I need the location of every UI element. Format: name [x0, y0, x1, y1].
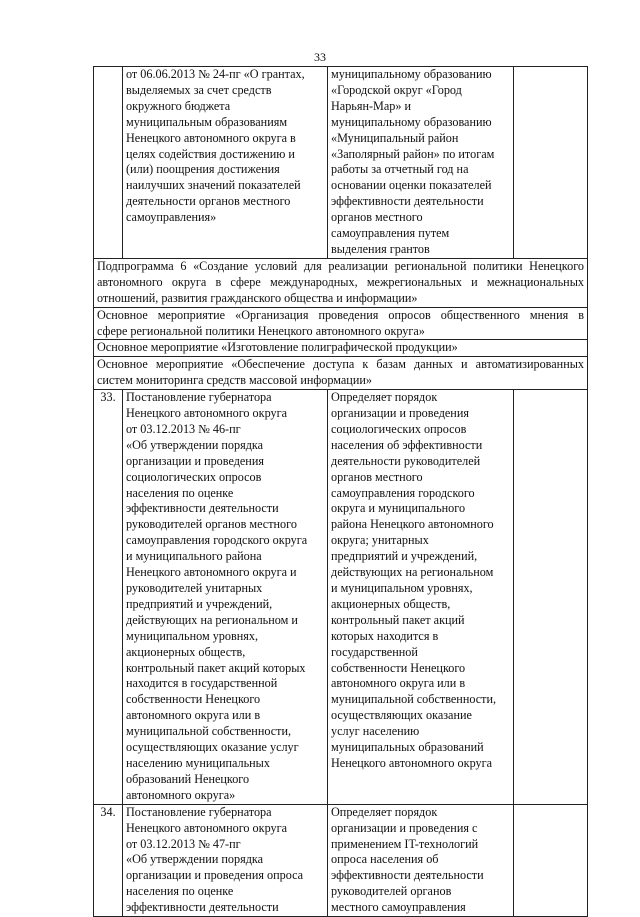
- section-heading-row: [94, 258, 588, 307]
- text-line: эффективности деятельности: [331, 868, 484, 883]
- text-line: Ненецкого автономного округа: [126, 820, 288, 835]
- text-line: (или) поощрения достижения: [126, 162, 280, 177]
- text-line: эффективности деятельности: [126, 501, 279, 516]
- text-line: от 03.12.2013 № 46-пг: [126, 421, 241, 436]
- text-line: осуществляющих оказание услуг: [126, 740, 299, 755]
- text-line: организации и проведения опроса: [126, 868, 304, 883]
- text-line: местного самоуправления: [331, 900, 466, 915]
- text-line: Постановление губернатора: [126, 804, 272, 819]
- text-line: действующих на региональном: [331, 565, 494, 580]
- section-heading-cell: [94, 340, 588, 357]
- act-name-cell: [123, 804, 328, 916]
- text-line: работы за отчетный год на: [331, 162, 469, 177]
- text-line: муниципальном уровнях,: [126, 628, 259, 643]
- section-heading-row: [94, 357, 588, 390]
- text-line: населения по оценке: [126, 884, 234, 899]
- text-line: Ненецкого автономного округа: [331, 755, 493, 770]
- text-line: организации и проведения: [331, 406, 469, 421]
- text-line: муниципальной собственности,: [331, 692, 497, 707]
- text-line: муниципальной собственности,: [126, 724, 292, 739]
- text-line: контрольный пакет акций которых: [126, 660, 306, 675]
- text-line: Подпрограмма 6 «Создание условий для реализации региональной политики Ненецкого: [97, 258, 584, 273]
- text-line: населения об эффективности: [331, 437, 483, 452]
- section-heading-row: [94, 340, 588, 357]
- row-number-cell: 34.: [94, 804, 123, 916]
- text-line: населения по оценке: [126, 485, 234, 500]
- text-line: Ненецкого автономного округа и: [126, 565, 297, 580]
- section-heading-cell: [94, 258, 588, 307]
- text-line: основании оценки показателей: [331, 178, 492, 193]
- text-line: предприятий и учреждений,: [126, 596, 273, 611]
- text-line: сфере региональной политики Ненецкого автономного округа»: [97, 323, 425, 338]
- notes-cell: [514, 390, 588, 805]
- act-description-cell: [328, 67, 514, 259]
- text-line: Основное мероприятие «Обеспечение доступа к базам данных и автоматизированных: [97, 357, 584, 372]
- text-line: предприятий и учреждений,: [331, 549, 478, 564]
- text-line: самоуправления городского: [331, 485, 475, 500]
- text-line: самоуправления»: [126, 210, 217, 225]
- text-line: руководителей органов местного: [126, 517, 297, 532]
- text-line: автономного округа»: [126, 787, 236, 802]
- act-description-cell: [328, 804, 514, 916]
- text-line: организации и проведения с: [331, 820, 478, 835]
- page-number: 33: [314, 50, 326, 64]
- text-line: «Муниципальный район: [331, 130, 459, 145]
- text-line: осуществляющих оказание: [331, 708, 472, 723]
- section-heading-cell: [94, 307, 588, 340]
- text-line: Основное мероприятие «Организация проведения опросов общественного мнения в: [97, 307, 584, 322]
- text-line: социологических опросов: [126, 469, 262, 484]
- text-line: которых находится в: [331, 628, 439, 643]
- text-line: выделения грантов: [331, 241, 430, 256]
- text-line: округа; унитарных: [331, 533, 429, 548]
- text-line: собственности Ненецкого: [331, 660, 466, 675]
- row-number-cell: 33.: [94, 390, 123, 805]
- text-line: самоуправления путем: [331, 226, 450, 241]
- text-line: наилучших значений показателей: [126, 178, 301, 193]
- text-line: эффективности деятельности: [331, 194, 484, 209]
- text-line: муниципальному образованию: [331, 114, 492, 129]
- text-line: находится в государственной: [126, 676, 278, 691]
- text-line: целях содействия достижению и: [126, 146, 295, 161]
- text-line: муниципальному образованию: [331, 67, 492, 81]
- text-line: акционерных обществ,: [126, 644, 246, 659]
- text-line: «Об утверждении порядка: [126, 437, 264, 452]
- text-line: «Об утверждении порядка: [126, 852, 264, 867]
- text-line: руководителей органов: [331, 884, 452, 899]
- text-line: образований Ненецкого: [126, 771, 250, 786]
- text-line: органов местного: [331, 469, 423, 484]
- text-line: организации и проведения: [126, 453, 264, 468]
- text-line: руководителей унитарных: [126, 581, 263, 595]
- text-line: применением IT-технологий: [331, 836, 479, 851]
- text-line: собственности Ненецкого: [126, 692, 261, 707]
- notes-cell: [514, 67, 588, 259]
- text-line: автономного округа в сфере международных, межрегиональных и межнациональных: [97, 274, 584, 289]
- text-line: деятельности органов местного: [126, 194, 291, 209]
- text-line: Нарьян-Мар» и: [331, 98, 412, 113]
- text-line: систем мониторинга средств массовой информации»: [97, 373, 372, 388]
- text-line: контрольный пакет акций: [331, 612, 465, 627]
- text-line: автономного округа или в: [331, 676, 466, 691]
- text-line: округа и муниципального: [331, 501, 466, 516]
- text-line: «Заполярный район» по итогам: [331, 146, 495, 161]
- text-line: государственной: [331, 644, 418, 659]
- text-line: окружного бюджета: [126, 98, 231, 113]
- text-line: услуг населению: [331, 724, 420, 739]
- text-line: «Городской округ «Город: [331, 82, 462, 97]
- text-line: Определяет порядок: [331, 804, 438, 819]
- text-line: акционерных обществ,: [331, 596, 451, 611]
- text-line: Определяет порядок: [331, 390, 438, 405]
- act-name-cell: [123, 67, 328, 259]
- text-line: района Ненецкого автономного: [331, 517, 494, 532]
- table-row: [94, 390, 588, 805]
- section-heading-cell: [94, 357, 588, 390]
- text-line: от 06.06.2013 № 24-пг «О грантах,: [126, 67, 305, 81]
- notes-cell: [514, 804, 588, 916]
- act-name-cell: [123, 390, 328, 805]
- text-line: Постановление губернатора: [126, 390, 272, 405]
- text-line: муниципальных образований: [331, 740, 484, 755]
- text-line: и муниципального района: [126, 549, 262, 564]
- section-heading-row: [94, 307, 588, 340]
- text-line: опроса населения об: [331, 852, 439, 867]
- text-line: выделяемых за счет средств: [126, 82, 272, 97]
- table-row: [94, 804, 588, 916]
- text-line: муниципальным образованиям: [126, 114, 288, 129]
- text-line: деятельности руководителей: [331, 453, 481, 468]
- text-line: органов местного: [331, 210, 423, 225]
- row-number-cell: [94, 67, 123, 259]
- text-line: действующих на региональном и: [126, 612, 298, 627]
- text-line: социологических опросов: [331, 421, 467, 436]
- text-line: и муниципальном уровнях,: [331, 581, 473, 595]
- text-line: Основное мероприятие «Изготовление полиграфической продукции»: [97, 340, 458, 355]
- text-line: отношений, развития гражданского общества и информации»: [97, 290, 418, 305]
- act-description-cell: [328, 390, 514, 805]
- text-line: населению муниципальных: [126, 755, 270, 770]
- text-line: эффективности деятельности: [126, 900, 279, 915]
- text-line: Ненецкого автономного округа в: [126, 130, 296, 145]
- text-line: Ненецкого автономного округа: [126, 406, 288, 421]
- table-body: [94, 67, 588, 917]
- text-line: самоуправления городского округа: [126, 533, 308, 548]
- legal-acts-table: [93, 66, 588, 917]
- text-line: от 03.12.2013 № 47-пг: [126, 836, 241, 851]
- table-row: [94, 67, 588, 259]
- text-line: автономного округа или в: [126, 708, 261, 723]
